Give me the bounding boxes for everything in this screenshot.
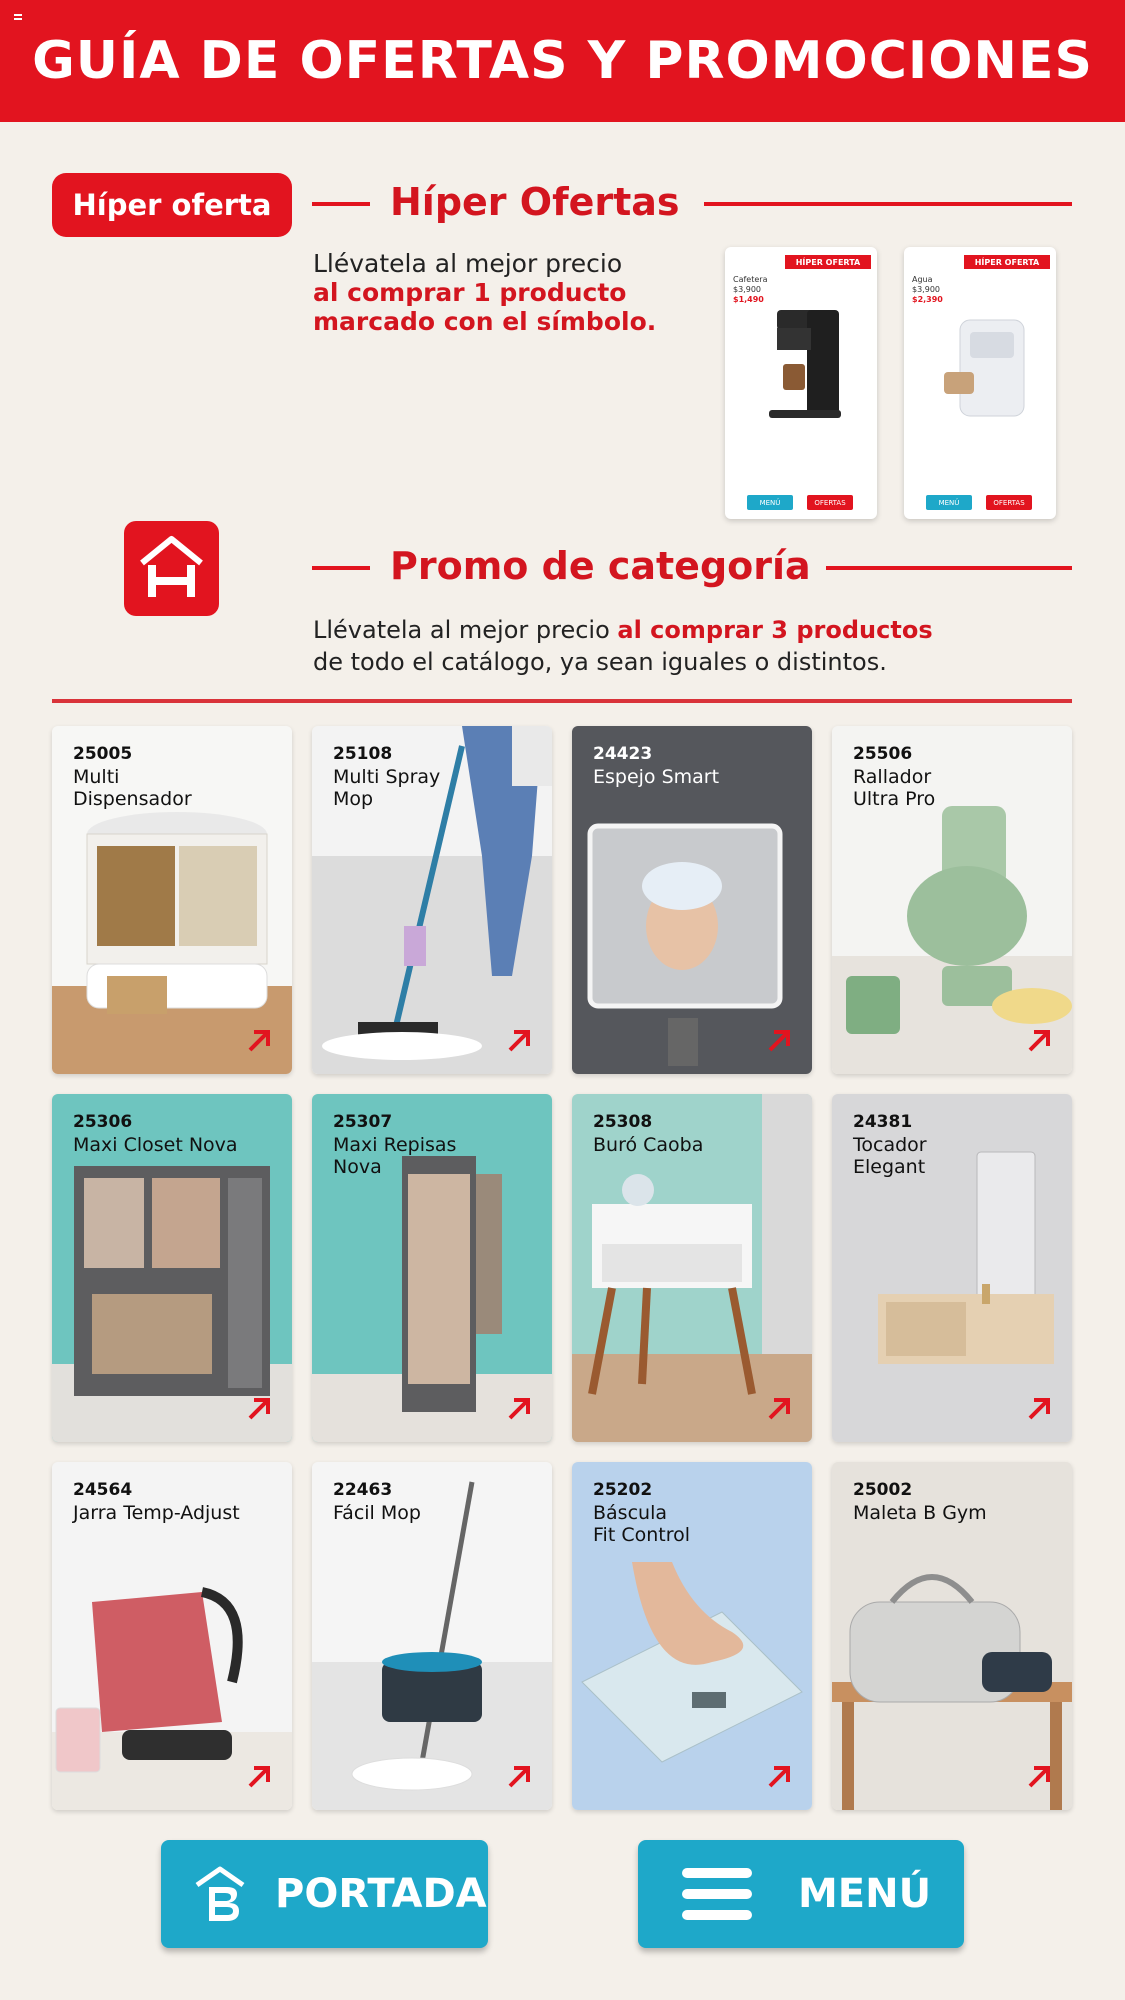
product-card[interactable] [52,726,292,1074]
hiper-description [313,249,656,336]
brand-b-icon [185,1859,255,1929]
mini-promo-price: $2,390 [912,295,943,304]
product-card[interactable] [572,726,812,1074]
product-card[interactable] [832,1462,1072,1810]
product-code: 25506 [853,744,913,764]
mini-name: Agua [912,275,933,284]
hiper-heading: Híper Ofertas [390,180,680,224]
product-name: Fácil Mop [333,1502,421,1524]
home-h-logo [124,521,219,616]
product-name: Multi Dispensador [73,766,192,810]
mini-name: Cafetera [733,275,768,284]
product-code: 25307 [333,1112,393,1132]
arrow-up-right-icon[interactable] [764,1762,794,1792]
page-title: GUÍA DE OFERTAS Y PROMOCIONES [32,31,1093,91]
arrow-up-right-icon[interactable] [1024,1762,1054,1792]
header-banner [0,0,1125,122]
product-code: 25108 [333,744,393,764]
promo-line-1-plain: Llévatela al mejor precio [313,616,618,644]
product-card[interactable] [312,1094,552,1442]
product-code: 25308 [593,1112,653,1132]
promo-heading: Promo de categoría [390,544,811,588]
product-name: Tocador Elegant [853,1134,927,1178]
hiper-line-1: Llévatela al mejor precio [313,249,623,278]
heading-rule-right [826,566,1072,570]
product-code: 24564 [73,1480,133,1500]
product-card[interactable] [312,726,552,1074]
arrow-up-right-icon[interactable] [1024,1394,1054,1424]
product-code: 22463 [333,1480,393,1500]
portada-label: PORTADA [275,1871,487,1917]
product-name: Maxi Closet Nova [73,1134,238,1156]
product-name: Maleta B Gym [853,1502,987,1524]
sample-page-coffee[interactable] [725,247,877,519]
mini-menu-button[interactable]: MENÚ [926,495,972,510]
mini-regular-price: $3,900 [733,285,761,294]
product-card[interactable] [312,1462,552,1810]
product-card[interactable] [572,1462,812,1810]
product-code: 25306 [73,1112,133,1132]
mini-banner: HÍPER OFERTA [785,255,871,269]
product-code: 25005 [73,744,133,764]
house-h-icon [124,521,219,616]
menu-icon[interactable] [14,14,22,20]
arrow-up-right-icon[interactable] [504,1026,534,1056]
hamburger-icon [682,1866,752,1922]
arrow-up-right-icon[interactable] [764,1026,794,1056]
product-name: Báscula Fit Control [593,1502,690,1546]
mini-promo-price: $1,490 [733,295,764,304]
hiper-oferta-badge: Híper oferta [52,173,292,237]
product-name: Multi Spray Mop [333,766,441,810]
arrow-up-right-icon[interactable] [504,1394,534,1424]
arrow-up-right-icon[interactable] [504,1762,534,1792]
heading-rule-left [312,202,370,206]
promo-description [313,614,933,678]
hiper-line-3: marcado con el símbolo. [313,307,657,336]
arrow-up-right-icon[interactable] [1024,1026,1054,1056]
mini-price [733,275,767,305]
mini-price [912,275,943,305]
arrow-up-right-icon[interactable] [244,1394,274,1424]
heading-rule-right [704,202,1072,206]
arrow-up-right-icon[interactable] [764,1394,794,1424]
product-name: Rallador Ultra Pro [853,766,936,810]
mini-menu-button[interactable]: MENÚ [747,495,793,510]
section-divider [52,699,1072,703]
product-name: Maxi Repisas Nova [333,1134,457,1178]
promo-line-2: de todo el catálogo, ya sean iguales o distintos. [313,648,887,676]
product-code: 25002 [853,1480,913,1500]
product-card[interactable] [52,1462,292,1810]
hiper-line-2: al comprar 1 producto [313,278,627,307]
arrow-up-right-icon[interactable] [244,1762,274,1792]
product-code: 24423 [593,744,653,764]
menu-button[interactable] [638,1840,964,1948]
product-card[interactable] [52,1094,292,1442]
promo-line-1-red: al comprar 3 productos [617,616,933,644]
mini-offers-button[interactable]: OFERTAS [986,495,1032,510]
arrow-up-right-icon[interactable] [244,1026,274,1056]
product-code: 25202 [593,1480,653,1500]
menu-label: MENÚ [798,1871,932,1917]
mini-offers-button[interactable]: OFERTAS [807,495,853,510]
sample-page-water[interactable] [904,247,1056,519]
heading-rule-left [312,566,370,570]
product-card[interactable] [832,726,1072,1074]
mini-regular-price: $3,900 [912,285,940,294]
product-code: 24381 [853,1112,913,1132]
product-card[interactable] [832,1094,1072,1442]
product-name: Espejo Smart [593,766,720,788]
product-name: Buró Caoba [593,1134,704,1156]
water-dispenser-image [926,302,1036,432]
product-card[interactable] [572,1094,812,1442]
coffee-machine-image [747,302,857,432]
portada-button[interactable] [161,1840,488,1948]
product-name: Jarra Temp-Adjust [73,1502,240,1524]
mini-banner: HÍPER OFERTA [964,255,1050,269]
promo-line-1 [313,614,933,646]
